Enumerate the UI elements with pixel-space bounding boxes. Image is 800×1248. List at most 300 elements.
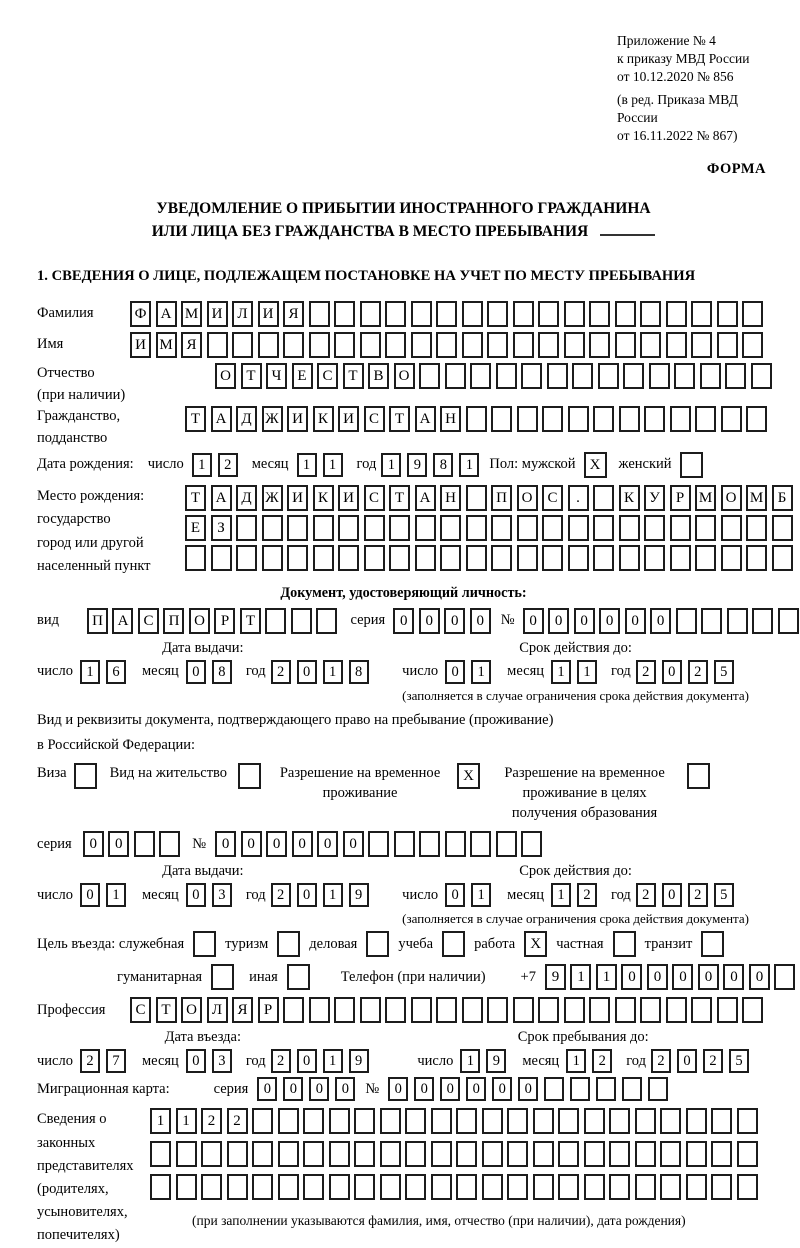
char-box[interactable]	[380, 1108, 401, 1134]
char-box[interactable]	[542, 515, 563, 541]
char-box[interactable]	[521, 363, 542, 389]
char-box[interactable]	[613, 931, 636, 957]
char-box[interactable]: Т	[156, 997, 177, 1023]
char-box[interactable]: 1	[460, 1049, 480, 1073]
char-box[interactable]	[445, 363, 466, 389]
char-box[interactable]: 2	[651, 1049, 671, 1073]
char-box[interactable]: 7	[106, 1049, 126, 1073]
purpose-official-checkbox[interactable]	[193, 931, 216, 957]
char-box[interactable]	[746, 515, 767, 541]
sex-male-checkbox[interactable]	[584, 452, 607, 478]
char-box[interactable]	[615, 301, 636, 327]
char-box[interactable]: 1	[551, 660, 571, 684]
char-box[interactable]	[334, 332, 355, 358]
char-box[interactable]	[615, 332, 636, 358]
char-box[interactable]	[721, 515, 742, 541]
char-box[interactable]	[74, 763, 97, 789]
char-box[interactable]	[598, 363, 619, 389]
char-box[interactable]: 0	[445, 660, 465, 684]
char-box[interactable]	[725, 363, 746, 389]
char-box[interactable]	[431, 1141, 452, 1167]
purpose-humanitarian-checkbox[interactable]	[211, 964, 234, 990]
char-box[interactable]	[648, 1077, 668, 1101]
char-box[interactable]	[313, 515, 334, 541]
char-box[interactable]: 2	[636, 883, 656, 907]
char-box[interactable]: 0	[343, 831, 364, 857]
char-box[interactable]	[482, 1141, 503, 1167]
stay-day-boxes[interactable]	[460, 1049, 506, 1073]
char-box[interactable]: 0	[647, 964, 668, 990]
char-box[interactable]: Я	[283, 301, 304, 327]
char-box[interactable]	[584, 1108, 605, 1134]
char-box[interactable]	[564, 301, 585, 327]
char-box[interactable]	[737, 1141, 758, 1167]
char-box[interactable]	[466, 545, 487, 571]
char-box[interactable]	[309, 301, 330, 327]
char-box[interactable]	[411, 997, 432, 1023]
char-box[interactable]: 0	[108, 831, 129, 857]
char-box[interactable]	[252, 1174, 273, 1200]
char-box[interactable]: 0	[335, 1077, 355, 1101]
birth-year-boxes[interactable]	[381, 453, 479, 477]
char-box[interactable]: 0	[215, 831, 236, 857]
char-box[interactable]: С	[138, 608, 159, 634]
char-box[interactable]: 1	[323, 660, 343, 684]
char-box[interactable]: X	[457, 763, 480, 789]
char-box[interactable]: 1	[381, 453, 401, 477]
char-box[interactable]: Д	[236, 485, 257, 511]
char-box[interactable]	[440, 515, 461, 541]
char-box[interactable]: 1	[459, 453, 479, 477]
char-box[interactable]	[615, 997, 636, 1023]
char-box[interactable]	[717, 332, 738, 358]
char-box[interactable]: П	[491, 485, 512, 511]
char-box[interactable]: 0	[440, 1077, 460, 1101]
char-box[interactable]: 1	[176, 1108, 197, 1134]
char-box[interactable]	[360, 332, 381, 358]
char-box[interactable]: 0	[492, 1077, 512, 1101]
char-box[interactable]: М	[746, 485, 767, 511]
char-box[interactable]: Б	[772, 485, 793, 511]
char-box[interactable]	[746, 406, 767, 432]
char-box[interactable]	[329, 1108, 350, 1134]
char-box[interactable]: 0	[414, 1077, 434, 1101]
char-box[interactable]: X	[524, 931, 547, 957]
char-box[interactable]: 1	[471, 883, 491, 907]
char-box[interactable]	[258, 332, 279, 358]
purpose-private-checkbox[interactable]	[613, 931, 636, 957]
char-box[interactable]	[329, 1174, 350, 1200]
char-box[interactable]: Т	[240, 608, 261, 634]
char-box[interactable]	[593, 406, 614, 432]
res-issue-year-boxes[interactable]	[271, 883, 369, 907]
res-series-boxes[interactable]	[83, 831, 181, 857]
char-box[interactable]	[609, 1141, 630, 1167]
char-box[interactable]	[513, 301, 534, 327]
profession-boxes[interactable]	[130, 997, 763, 1023]
char-box[interactable]	[150, 1141, 171, 1167]
patronymic-boxes[interactable]	[215, 363, 772, 389]
char-box[interactable]	[193, 931, 216, 957]
char-box[interactable]: Ч	[266, 363, 287, 389]
char-box[interactable]	[676, 608, 697, 634]
doc-issue-month-boxes[interactable]	[186, 660, 232, 684]
char-box[interactable]: 0	[444, 608, 465, 634]
char-box[interactable]: П	[163, 608, 184, 634]
char-box[interactable]	[277, 931, 300, 957]
birth-day-boxes[interactable]	[192, 453, 238, 477]
char-box[interactable]	[644, 515, 665, 541]
char-box[interactable]	[695, 545, 716, 571]
char-box[interactable]	[644, 545, 665, 571]
char-box[interactable]	[466, 515, 487, 541]
char-box[interactable]	[265, 608, 286, 634]
char-box[interactable]	[558, 1108, 579, 1134]
doc-type-boxes[interactable]	[87, 608, 338, 634]
char-box[interactable]	[415, 545, 436, 571]
char-box[interactable]	[262, 545, 283, 571]
char-box[interactable]	[491, 545, 512, 571]
purpose-work-checkbox[interactable]	[524, 931, 547, 957]
char-box[interactable]	[666, 332, 687, 358]
char-box[interactable]	[593, 515, 614, 541]
residence-permit-checkbox[interactable]	[238, 763, 261, 789]
stay-month-boxes[interactable]	[566, 1049, 612, 1073]
char-box[interactable]: 1	[323, 453, 343, 477]
char-box[interactable]: К	[313, 406, 334, 432]
char-box[interactable]: .	[568, 485, 589, 511]
char-box[interactable]: 0	[80, 883, 100, 907]
char-box[interactable]	[329, 1141, 350, 1167]
char-box[interactable]	[436, 997, 457, 1023]
char-box[interactable]	[558, 1174, 579, 1200]
char-box[interactable]	[252, 1141, 273, 1167]
char-box[interactable]	[717, 301, 738, 327]
char-box[interactable]: 1	[323, 883, 343, 907]
char-box[interactable]	[185, 545, 206, 571]
char-box[interactable]: 0	[518, 1077, 538, 1101]
char-box[interactable]: 0	[662, 660, 682, 684]
char-box[interactable]: 5	[714, 883, 734, 907]
char-box[interactable]	[278, 1108, 299, 1134]
char-box[interactable]	[482, 1108, 503, 1134]
char-box[interactable]	[287, 964, 310, 990]
char-box[interactable]	[456, 1174, 477, 1200]
char-box[interactable]: 0	[317, 831, 338, 857]
char-box[interactable]: М	[181, 301, 202, 327]
char-box[interactable]: 2	[201, 1108, 222, 1134]
doc-number-boxes[interactable]	[523, 608, 799, 634]
char-box[interactable]	[619, 545, 640, 571]
char-box[interactable]: Л	[232, 301, 253, 327]
char-box[interactable]	[380, 1174, 401, 1200]
char-box[interactable]: 2	[271, 1049, 291, 1073]
res-issue-day-boxes[interactable]	[80, 883, 126, 907]
char-box[interactable]	[303, 1174, 324, 1200]
char-box[interactable]	[470, 831, 491, 857]
char-box[interactable]: 9	[349, 883, 369, 907]
char-box[interactable]	[570, 1077, 590, 1101]
char-box[interactable]: 5	[714, 660, 734, 684]
char-box[interactable]	[440, 545, 461, 571]
char-box[interactable]: И	[287, 406, 308, 432]
char-box[interactable]	[660, 1141, 681, 1167]
char-box[interactable]	[287, 545, 308, 571]
char-box[interactable]	[487, 332, 508, 358]
char-box[interactable]	[415, 515, 436, 541]
char-box[interactable]: 0	[297, 660, 317, 684]
char-box[interactable]	[436, 332, 457, 358]
purpose-other-checkbox[interactable]	[287, 964, 310, 990]
citizenship-boxes[interactable]	[185, 406, 767, 432]
char-box[interactable]	[389, 515, 410, 541]
char-box[interactable]: 0	[662, 883, 682, 907]
char-box[interactable]	[660, 1108, 681, 1134]
char-box[interactable]: 0	[186, 883, 206, 907]
char-box[interactable]: М	[156, 332, 177, 358]
doc-valid-day-boxes[interactable]	[445, 660, 491, 684]
char-box[interactable]: 9	[407, 453, 427, 477]
char-box[interactable]	[596, 1077, 616, 1101]
char-box[interactable]: И	[207, 301, 228, 327]
char-box[interactable]: 0	[309, 1077, 329, 1101]
char-box[interactable]	[640, 301, 661, 327]
char-box[interactable]	[691, 301, 712, 327]
char-box[interactable]	[538, 997, 559, 1023]
char-box[interactable]: Р	[258, 997, 279, 1023]
char-box[interactable]: 1	[566, 1049, 586, 1073]
char-box[interactable]: А	[156, 301, 177, 327]
char-box[interactable]	[303, 1108, 324, 1134]
char-box[interactable]	[462, 301, 483, 327]
char-box[interactable]	[405, 1108, 426, 1134]
char-box[interactable]	[695, 406, 716, 432]
char-box[interactable]	[572, 363, 593, 389]
char-box[interactable]	[507, 1108, 528, 1134]
char-box[interactable]	[491, 515, 512, 541]
char-box[interactable]	[419, 831, 440, 857]
char-box[interactable]: 0	[625, 608, 646, 634]
char-box[interactable]	[354, 1141, 375, 1167]
char-box[interactable]	[746, 545, 767, 571]
char-box[interactable]	[470, 363, 491, 389]
res-valid-year-boxes[interactable]	[636, 883, 734, 907]
char-box[interactable]: 0	[266, 831, 287, 857]
char-box[interactable]	[666, 301, 687, 327]
visa-checkbox[interactable]	[74, 763, 97, 789]
char-box[interactable]: 1	[192, 453, 212, 477]
char-box[interactable]	[436, 301, 457, 327]
char-box[interactable]: 2	[703, 1049, 723, 1073]
res-valid-day-boxes[interactable]	[445, 883, 491, 907]
char-box[interactable]: 5	[729, 1049, 749, 1073]
char-box[interactable]: 1	[150, 1108, 171, 1134]
char-box[interactable]: 2	[80, 1049, 100, 1073]
char-box[interactable]	[691, 997, 712, 1023]
char-box[interactable]: 0	[445, 883, 465, 907]
char-box[interactable]	[737, 1108, 758, 1134]
char-box[interactable]	[558, 1141, 579, 1167]
char-box[interactable]	[487, 997, 508, 1023]
char-box[interactable]: 0	[470, 608, 491, 634]
char-box[interactable]	[727, 608, 748, 634]
char-box[interactable]	[338, 545, 359, 571]
char-box[interactable]	[533, 1108, 554, 1134]
char-box[interactable]: 1	[471, 660, 491, 684]
doc-series-boxes[interactable]	[393, 608, 491, 634]
char-box[interactable]	[338, 515, 359, 541]
char-box[interactable]: Л	[207, 997, 228, 1023]
char-box[interactable]	[360, 301, 381, 327]
char-box[interactable]	[619, 406, 640, 432]
char-box[interactable]	[542, 406, 563, 432]
char-box[interactable]	[360, 997, 381, 1023]
char-box[interactable]	[589, 301, 610, 327]
char-box[interactable]	[385, 301, 406, 327]
char-box[interactable]: 0	[749, 964, 770, 990]
char-box[interactable]	[593, 485, 614, 511]
char-box[interactable]: О	[215, 363, 236, 389]
char-box[interactable]	[487, 301, 508, 327]
char-box[interactable]	[564, 997, 585, 1023]
char-box[interactable]: О	[394, 363, 415, 389]
char-box[interactable]	[691, 332, 712, 358]
char-box[interactable]: 0	[677, 1049, 697, 1073]
char-box[interactable]: 8	[212, 660, 232, 684]
char-box[interactable]	[772, 545, 793, 571]
phone-boxes[interactable]	[545, 964, 796, 990]
char-box[interactable]	[670, 515, 691, 541]
char-box[interactable]	[721, 545, 742, 571]
char-box[interactable]	[589, 332, 610, 358]
char-box[interactable]	[462, 332, 483, 358]
char-box[interactable]: 1	[297, 453, 317, 477]
char-box[interactable]	[619, 515, 640, 541]
char-box[interactable]	[538, 301, 559, 327]
char-box[interactable]: 1	[80, 660, 100, 684]
doc-valid-year-boxes[interactable]	[636, 660, 734, 684]
char-box[interactable]	[309, 332, 330, 358]
char-box[interactable]: Р	[670, 485, 691, 511]
char-box[interactable]	[686, 1141, 707, 1167]
char-box[interactable]	[584, 1174, 605, 1200]
char-box[interactable]: Т	[185, 406, 206, 432]
char-box[interactable]	[201, 1141, 222, 1167]
char-box[interactable]: 0	[574, 608, 595, 634]
char-box[interactable]: Ж	[262, 406, 283, 432]
char-box[interactable]	[737, 1174, 758, 1200]
char-box[interactable]	[466, 485, 487, 511]
char-box[interactable]: 2	[227, 1108, 248, 1134]
char-box[interactable]	[496, 831, 517, 857]
char-box[interactable]: Н	[440, 406, 461, 432]
char-box[interactable]	[227, 1141, 248, 1167]
char-box[interactable]: Ж	[262, 485, 283, 511]
char-box[interactable]: 9	[486, 1049, 506, 1073]
char-box[interactable]	[456, 1141, 477, 1167]
char-box[interactable]	[394, 831, 415, 857]
char-box[interactable]	[227, 1174, 248, 1200]
char-box[interactable]: 1	[323, 1049, 343, 1073]
char-box[interactable]: А	[112, 608, 133, 634]
char-box[interactable]	[622, 1077, 642, 1101]
char-box[interactable]	[742, 332, 763, 358]
char-box[interactable]	[283, 997, 304, 1023]
char-box[interactable]: Р	[214, 608, 235, 634]
char-box[interactable]	[752, 608, 773, 634]
char-box[interactable]: 0	[388, 1077, 408, 1101]
char-box[interactable]	[313, 545, 334, 571]
char-box[interactable]	[589, 997, 610, 1023]
char-box[interactable]: 2	[592, 1049, 612, 1073]
char-box[interactable]	[711, 1174, 732, 1200]
char-box[interactable]	[405, 1141, 426, 1167]
char-box[interactable]	[462, 997, 483, 1023]
purpose-tourism-checkbox[interactable]	[277, 931, 300, 957]
purpose-transit-checkbox[interactable]	[701, 931, 724, 957]
char-box[interactable]: 9	[545, 964, 566, 990]
entry-day-boxes[interactable]	[80, 1049, 126, 1073]
birth-month-boxes[interactable]	[297, 453, 343, 477]
char-box[interactable]	[201, 1174, 222, 1200]
char-box[interactable]: И	[130, 332, 151, 358]
char-box[interactable]	[176, 1141, 197, 1167]
char-box[interactable]: 0	[419, 608, 440, 634]
birth-place-row3-boxes[interactable]	[185, 545, 793, 571]
char-box[interactable]	[623, 363, 644, 389]
char-box[interactable]: 0	[650, 608, 671, 634]
char-box[interactable]: 1	[551, 883, 571, 907]
char-box[interactable]: 1	[596, 964, 617, 990]
char-box[interactable]	[542, 545, 563, 571]
char-box[interactable]	[568, 515, 589, 541]
char-box[interactable]	[640, 997, 661, 1023]
entry-year-boxes[interactable]	[271, 1049, 369, 1073]
char-box[interactable]	[547, 363, 568, 389]
representatives-row1-boxes[interactable]	[150, 1108, 758, 1134]
res-number-boxes[interactable]	[215, 831, 542, 857]
res-valid-month-boxes[interactable]	[551, 883, 597, 907]
char-box[interactable]	[303, 1141, 324, 1167]
char-box[interactable]: В	[368, 363, 389, 389]
char-box[interactable]	[445, 831, 466, 857]
char-box[interactable]	[278, 1141, 299, 1167]
mig-number-boxes[interactable]	[388, 1077, 668, 1101]
char-box[interactable]	[354, 1174, 375, 1200]
char-box[interactable]	[278, 1174, 299, 1200]
birth-place-row2-boxes[interactable]	[185, 515, 793, 541]
char-box[interactable]: 2	[271, 660, 291, 684]
char-box[interactable]	[507, 1174, 528, 1200]
char-box[interactable]	[742, 997, 763, 1023]
char-box[interactable]	[778, 608, 799, 634]
char-box[interactable]: 0	[297, 1049, 317, 1073]
char-box[interactable]	[238, 763, 261, 789]
char-box[interactable]: 6	[106, 660, 126, 684]
char-box[interactable]	[695, 515, 716, 541]
char-box[interactable]: О	[189, 608, 210, 634]
char-box[interactable]: Н	[440, 485, 461, 511]
char-box[interactable]: 0	[523, 608, 544, 634]
char-box[interactable]: 0	[83, 831, 104, 857]
char-box[interactable]: А	[211, 406, 232, 432]
doc-issue-year-boxes[interactable]	[271, 660, 369, 684]
char-box[interactable]	[517, 515, 538, 541]
char-box[interactable]: 2	[271, 883, 291, 907]
char-box[interactable]	[380, 1141, 401, 1167]
char-box[interactable]	[442, 931, 465, 957]
char-box[interactable]: 2	[218, 453, 238, 477]
